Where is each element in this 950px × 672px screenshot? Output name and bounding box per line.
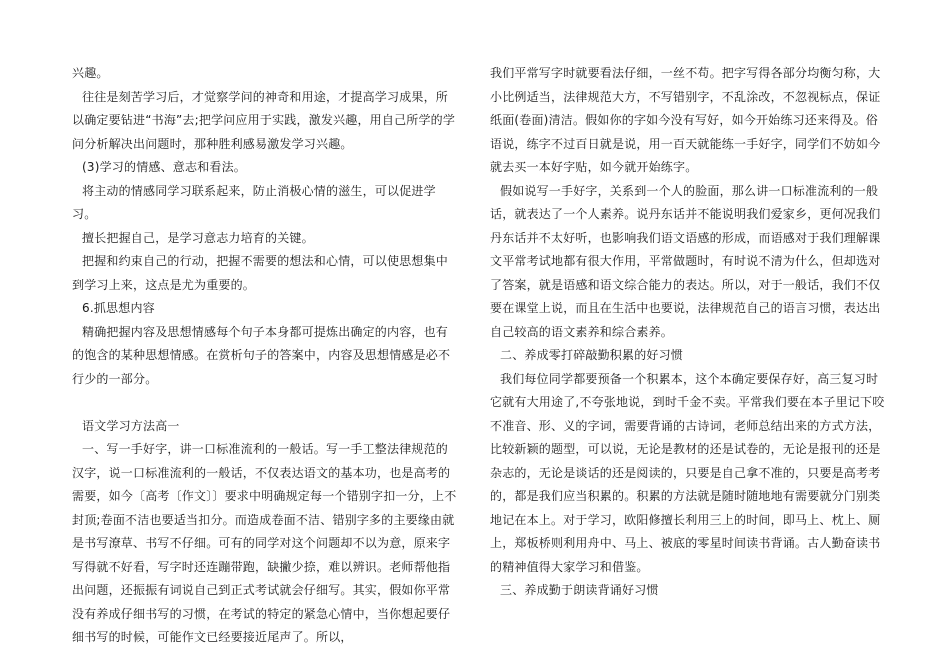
- paragraph: 兴趣。: [72, 66, 109, 80]
- subheading: (3)学习的情感、意志和看法。: [82, 160, 246, 174]
- paragraph: 一、写一手好字，讲一口标准流利的一般话。写一手工整法律规范的汉字，说一口标准流利的一般话，不仅表达语文的基本功，也是高考的需要，如今〔高考〔作文〕〕要求中明确规定每一个错别字扣一分，上不封顶;卷面不洁也要适当扣分。而造成卷面不洁、错别字多的主要缘由就是书写潦草、书写不仔细。可有的同学对这个问题却不以为意，原来字写得就不好看，写字时还连蹦带跑，缺撇少捺，难以辨识。老师帮他指出问题，还振振有词说自己到正式考试就会仔细写。其实，假如你平常没有养成仔细书写的习惯，在考试的特定的紧急心情中，当你想起要仔细书写的时候，可能作文已经要接近尾声了。所以，: [72, 442, 457, 644]
- blank-line: [72, 391, 460, 415]
- section-heading: 三、养成勤于朗读背诵好习惯: [500, 583, 659, 597]
- paragraph: 我们平常写字时就要看法仔细，一丝不苟。把字写得各部分均衡匀称，大小比例适当，法律规范大方，不写错别字，不乱涂改，不忽视标点，保证纸面(卷面)清洁。假如你的字如今没有写好，如今开始练习还来得及。俗语说，练字不过百日就是说，用一百天就能练一手好字，同学们不妨如今就去买一本好字贴，如今就开始练字。: [490, 66, 881, 174]
- paragraph: 我们每位同学都要预备一个积累本，这个本确定要保存好，高三复习时它就有大用途了,不夸张地说，到时千金不卖。平常我们要在本子里记下咬不准音、形、义的字词，需要背诵的古诗词，老师总结出来的方式方法，比较新颖的题型，可以说，无论是教材的还是试卷的，无论是报刊的还是杂志的，无论是谈话的还是阅读的，只要是自己拿不准的，只要是高考考的，都是我们应当积累的。积累的方法就是随时随地地有需要就分门别类地记在本上。对于学习，欧阳修擅长利用三上的时间，即马上、枕上、厕上，郑板桥则利用舟中、马上、被底的零星时间读书背诵。古人勤奋读书的精神值得大家学习和借鉴。: [490, 371, 885, 574]
- left-column: [72, 62, 460, 650]
- right-column: [490, 62, 886, 603]
- section-heading: 二、养成零打碎敲勤积累的好习惯: [500, 348, 684, 362]
- section-title: 语文学习方法高一: [82, 418, 180, 433]
- paragraph: 假如说写一手好字，关系到一个人的脸面，那么讲一口标准流利的一般话，就表达了一个人素养。说丹东话并不能说明我们爱家乡，更何况我们丹东话并不太好听，也影响我们语文语感的形成，而语感对于我们理解课文平常考试地都有很大作用，平常做题时，有时说不清为什么，但却选对了答案，就是语感和语文综合能力的表达。所以，对于一般话，我们不仅要在课堂上说，而且在生活中也要说，法律规范自己的语言习惯，表达出自己较高的语文素养和综合素养。: [490, 183, 881, 339]
- paragraph: 把握和约束自己的行动，把握不需要的想法和心情，可以使思想集中到学习上来，这点是尤为重要的。: [72, 254, 449, 292]
- paragraph: 擅长把握自己，是学习意志力培育的关键。: [82, 230, 314, 245]
- paragraph: 精确把握内容及思想情感每个句子本身都可提炼出确定的内容，也有的饱含的某种思想情感。在赏析句子的答案中，内容及思想情感是必不行少的一部分。: [72, 324, 451, 386]
- subheading: 6.抓思想内容: [82, 301, 155, 315]
- paragraph: 往往是刻苦学习后，才觉察学问的神奇和用途，才提高学习成果，所以确定要钻进“书海”去;把学问应用于实践，激发兴趣，用自己所学的学问分析解决出问题时，那种胜利感易激发学习兴趣。: [72, 89, 456, 151]
- paragraph: 将主动的情感同学习联系起来，防止消极心情的滋生，可以促进学习。: [72, 183, 436, 221]
